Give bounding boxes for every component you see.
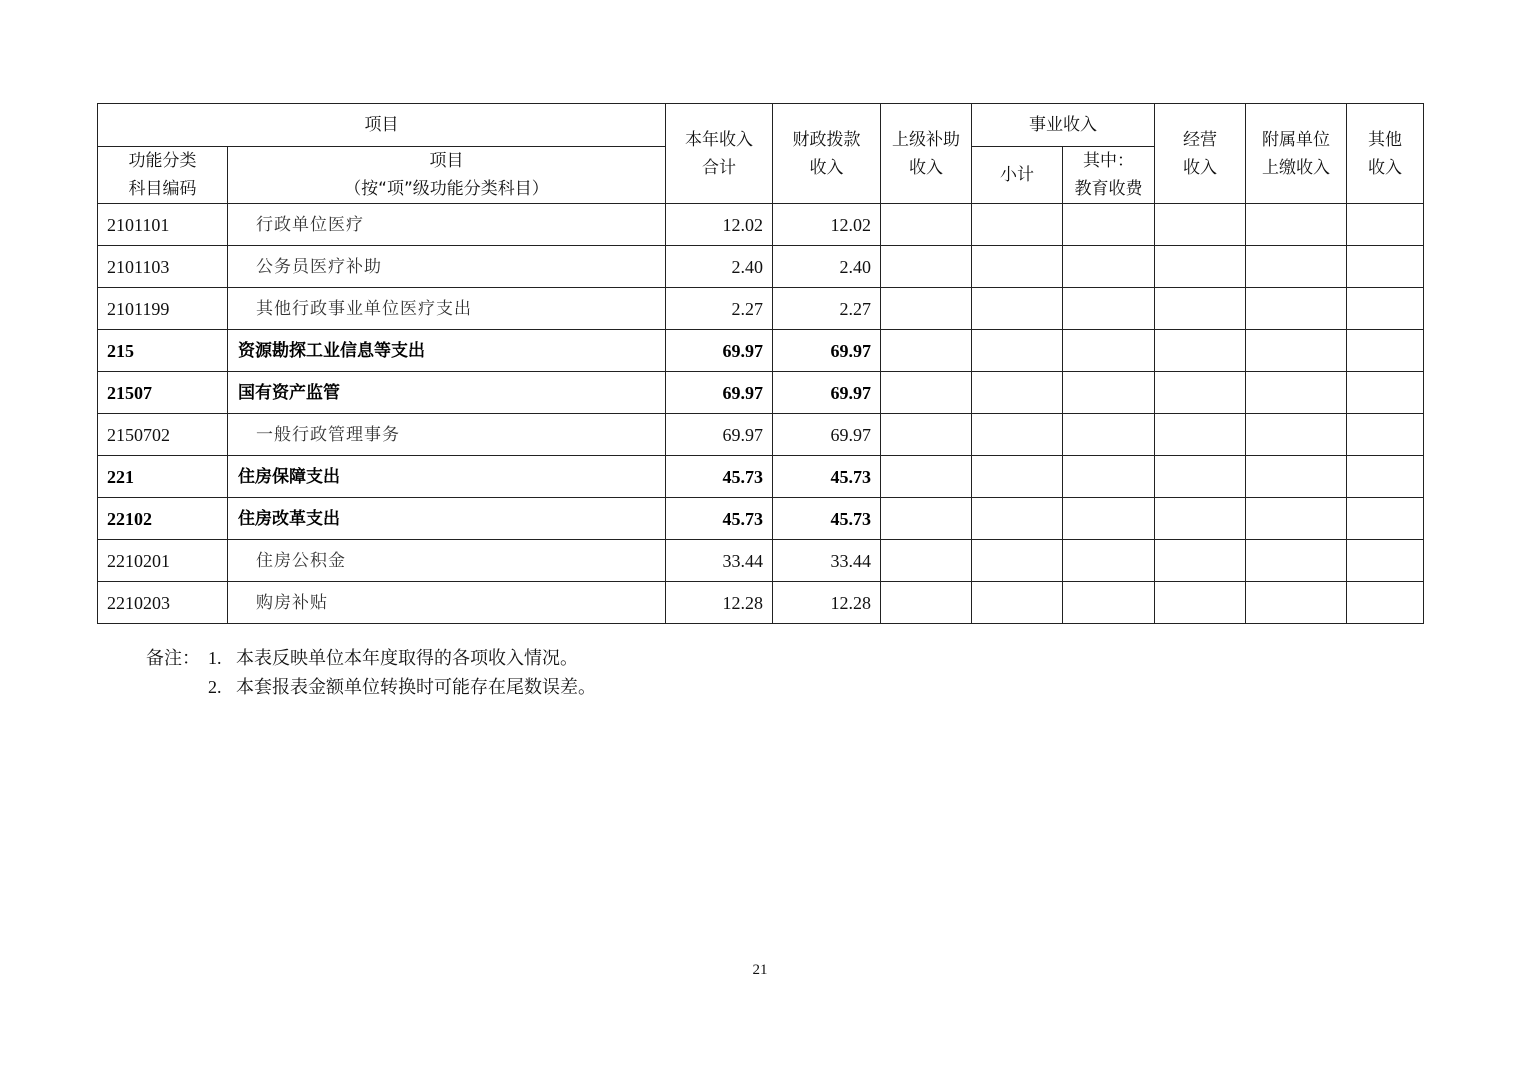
cell-affiliate	[1246, 414, 1347, 456]
cell-superior	[881, 582, 972, 624]
cell-total: 12.28	[666, 582, 773, 624]
cell-fiscal: 45.73	[773, 456, 881, 498]
cell-fiscal: 69.97	[773, 414, 881, 456]
cell-business-edu	[1063, 372, 1155, 414]
header-total	[666, 104, 773, 204]
cell-affiliate	[1246, 540, 1347, 582]
header-fiscal-line1: 财政拨款	[792, 129, 861, 150]
header-superior	[881, 104, 972, 204]
header-business-group-label: 事业收入	[1029, 115, 1097, 135]
header-fiscal	[773, 104, 881, 204]
table-row	[98, 414, 1424, 456]
cell-operating	[1155, 414, 1246, 456]
cell-code: 21507	[98, 372, 228, 414]
cell-total: 69.97	[666, 414, 773, 456]
cell-name: 公务员医疗补助	[228, 246, 666, 288]
header-business-edu-line1: 其中：	[1083, 151, 1134, 171]
cell-affiliate	[1246, 204, 1347, 246]
header-total-line1: 本年收入	[685, 129, 753, 150]
note-row	[146, 673, 596, 702]
table-header	[98, 104, 1424, 204]
cell-name: 资源勘探工业信息等支出	[228, 330, 666, 372]
cell-affiliate	[1246, 330, 1347, 372]
cell-fiscal: 2.27	[773, 288, 881, 330]
cell-affiliate	[1246, 456, 1347, 498]
cell-total: 45.73	[666, 498, 773, 540]
cell-other	[1347, 372, 1424, 414]
cell-business-subtotal	[972, 288, 1063, 330]
cell-operating	[1155, 330, 1246, 372]
cell-other	[1347, 582, 1424, 624]
header-business-edu	[1063, 147, 1155, 204]
note-row	[146, 644, 596, 673]
cell-code: 2101101	[98, 204, 228, 246]
cell-business-edu	[1063, 330, 1155, 372]
cell-code: 2101103	[98, 246, 228, 288]
cell-business-subtotal	[972, 204, 1063, 246]
cell-total: 45.73	[666, 456, 773, 498]
cell-name: 国有资产监管	[228, 372, 666, 414]
income-table	[97, 103, 1424, 624]
cell-affiliate	[1246, 498, 1347, 540]
cell-fiscal: 45.73	[773, 498, 881, 540]
cell-business-edu	[1063, 246, 1155, 288]
note-text: 本套报表金额单位转换时可能存在尾数误差。	[236, 677, 596, 698]
cell-total: 33.44	[666, 540, 773, 582]
cell-business-subtotal	[972, 498, 1063, 540]
cell-other	[1347, 204, 1424, 246]
notes-lead-spacer	[146, 673, 208, 702]
cell-business-subtotal	[972, 582, 1063, 624]
table-body	[98, 204, 1424, 624]
header-name-line1: 项目	[429, 151, 464, 171]
header-code	[98, 147, 228, 204]
header-affiliate	[1246, 104, 1347, 204]
cell-code: 22102	[98, 498, 228, 540]
header-fiscal-line2: 收入	[809, 157, 844, 178]
cell-business-subtotal	[972, 456, 1063, 498]
cell-business-subtotal	[972, 540, 1063, 582]
cell-name: 购房补贴	[228, 582, 666, 624]
cell-code: 2210203	[98, 582, 228, 624]
note-number: 1.	[208, 648, 222, 668]
cell-total: 2.40	[666, 246, 773, 288]
header-other-line1: 其他	[1368, 129, 1402, 150]
cell-operating	[1155, 204, 1246, 246]
cell-code: 2210201	[98, 540, 228, 582]
header-code-line1: 功能分类	[128, 151, 197, 171]
header-superior-line2: 收入	[909, 157, 943, 178]
cell-name: 住房公积金	[228, 540, 666, 582]
cell-code: 2101199	[98, 288, 228, 330]
cell-name: 住房改革支出	[228, 498, 666, 540]
table-row	[98, 582, 1424, 624]
cell-superior	[881, 288, 972, 330]
header-name	[228, 147, 666, 204]
table-row	[98, 456, 1424, 498]
note-text: 本表反映单位本年度取得的各项收入情况。	[236, 648, 578, 669]
page-number: 21	[752, 962, 768, 978]
table-row	[98, 246, 1424, 288]
cell-business-edu	[1063, 582, 1155, 624]
cell-business-subtotal	[972, 414, 1063, 456]
header-operating-line2: 收入	[1183, 157, 1217, 178]
cell-code: 215	[98, 330, 228, 372]
cell-fiscal: 69.97	[773, 330, 881, 372]
cell-operating	[1155, 498, 1246, 540]
header-business-subtotal	[972, 147, 1063, 204]
header-item-group	[98, 104, 666, 147]
cell-business-edu	[1063, 456, 1155, 498]
cell-superior	[881, 204, 972, 246]
cell-business-edu	[1063, 288, 1155, 330]
cell-other	[1347, 456, 1424, 498]
cell-code: 2150702	[98, 414, 228, 456]
cell-affiliate	[1246, 288, 1347, 330]
cell-operating	[1155, 246, 1246, 288]
cell-superior	[881, 498, 972, 540]
cell-superior	[881, 246, 972, 288]
cell-affiliate	[1246, 372, 1347, 414]
header-business-group	[972, 104, 1155, 147]
cell-business-subtotal	[972, 246, 1063, 288]
cell-business-edu	[1063, 204, 1155, 246]
cell-business-edu	[1063, 540, 1155, 582]
cell-total: 12.02	[666, 204, 773, 246]
cell-business-subtotal	[972, 330, 1063, 372]
header-affiliate-line1: 附属单位	[1262, 129, 1330, 150]
header-affiliate-line2: 上缴收入	[1262, 157, 1330, 178]
cell-other	[1347, 414, 1424, 456]
cell-superior	[881, 372, 972, 414]
header-other	[1347, 104, 1424, 204]
cell-total: 2.27	[666, 288, 773, 330]
table-row	[98, 540, 1424, 582]
cell-superior	[881, 540, 972, 582]
header-total-line2: 合计	[702, 157, 736, 178]
table-row	[98, 372, 1424, 414]
cell-name: 其他行政事业单位医疗支出	[228, 288, 666, 330]
table-row	[98, 330, 1424, 372]
cell-other	[1347, 246, 1424, 288]
header-operating-line1: 经营	[1183, 129, 1217, 150]
notes	[146, 644, 596, 702]
cell-other	[1347, 288, 1424, 330]
cell-operating	[1155, 456, 1246, 498]
header-code-line2: 科目编码	[128, 179, 197, 199]
cell-other	[1347, 330, 1424, 372]
header-item-group-label: 项目	[364, 115, 399, 135]
cell-total: 69.97	[666, 330, 773, 372]
cell-superior	[881, 456, 972, 498]
cell-fiscal: 33.44	[773, 540, 881, 582]
header-operating	[1155, 104, 1246, 204]
cell-fiscal: 12.02	[773, 204, 881, 246]
cell-code: 221	[98, 456, 228, 498]
cell-fiscal: 12.28	[773, 582, 881, 624]
cell-operating	[1155, 372, 1246, 414]
cell-operating	[1155, 582, 1246, 624]
cell-name: 一般行政管理事务	[228, 414, 666, 456]
header-business-edu-line2: 教育收费	[1074, 179, 1143, 199]
cell-other	[1347, 540, 1424, 582]
cell-affiliate	[1246, 582, 1347, 624]
cell-fiscal: 69.97	[773, 372, 881, 414]
note-number: 2.	[208, 677, 222, 697]
table-row	[98, 288, 1424, 330]
cell-business-edu	[1063, 414, 1155, 456]
cell-operating	[1155, 540, 1246, 582]
header-superior-line1: 上级补助	[892, 129, 960, 150]
header-business-subtotal-label: 小计	[1000, 165, 1034, 185]
cell-affiliate	[1246, 246, 1347, 288]
cell-name: 行政单位医疗	[228, 204, 666, 246]
table-row	[98, 204, 1424, 246]
cell-business-subtotal	[972, 372, 1063, 414]
cell-fiscal: 2.40	[773, 246, 881, 288]
table-row	[98, 498, 1424, 540]
cell-operating	[1155, 288, 1246, 330]
notes-lead: 备注：	[146, 648, 200, 669]
cell-total: 69.97	[666, 372, 773, 414]
cell-name: 住房保障支出	[228, 456, 666, 498]
header-name-line2: （按“项”级功能分类科目）	[344, 179, 549, 199]
cell-superior	[881, 330, 972, 372]
cell-other	[1347, 498, 1424, 540]
header-other-line2: 收入	[1368, 157, 1402, 178]
cell-business-edu	[1063, 498, 1155, 540]
cell-superior	[881, 414, 972, 456]
